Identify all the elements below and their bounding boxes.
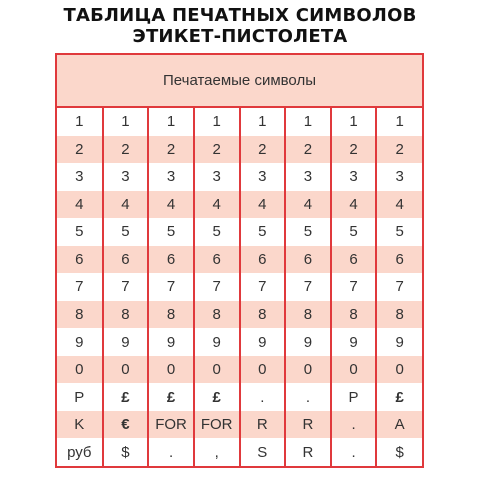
table-cell: 0 — [376, 356, 422, 384]
table-cell: 1 — [75, 113, 84, 131]
table-cell: 7 — [285, 273, 331, 301]
table-cell: 6 — [103, 246, 149, 274]
table-cell: руб — [67, 443, 92, 461]
table-cell: . — [331, 411, 377, 439]
table-row — [57, 218, 422, 246]
title-line-1: ТАБЛИЦА ПЕЧАТНЫХ СИМВОЛОВ — [63, 5, 417, 26]
table-cell: , — [194, 438, 240, 466]
table-cell: 2 — [240, 136, 286, 164]
table-cell: 8 — [240, 301, 286, 329]
table-cell: FOR — [194, 411, 240, 439]
table-header: Печатаемые символы — [57, 55, 422, 108]
table-cell: 9 — [75, 333, 84, 351]
table-cell: 8 — [103, 301, 149, 329]
table-row — [57, 301, 422, 329]
table-cell: K — [57, 411, 103, 439]
table-cell: 1 — [240, 108, 286, 136]
table-cell: 5 — [75, 223, 84, 241]
table-row — [57, 191, 422, 219]
table-cell: £ — [194, 383, 240, 411]
table-cell: 6 — [285, 246, 331, 274]
table-cell: . — [331, 438, 377, 466]
table-cell: 5 — [148, 218, 194, 246]
table-cell: 3 — [103, 163, 149, 191]
table-cell: P — [331, 383, 377, 411]
table-cell: 2 — [57, 136, 103, 164]
table-cell: 2 — [285, 136, 331, 164]
table-cell: £ — [148, 383, 194, 411]
table-cell: € — [103, 411, 149, 439]
table-cell: 5 — [376, 218, 422, 246]
table-cell: 8 — [57, 301, 103, 329]
table-cell: 3 — [376, 163, 422, 191]
table-cell: 7 — [240, 273, 286, 301]
table-cell: S — [240, 438, 286, 466]
table-cell: 3 — [75, 168, 84, 186]
table-cell: 5 — [285, 218, 331, 246]
table-cell: 0 — [148, 356, 194, 384]
table-cell: 6 — [194, 246, 240, 274]
table-cell: 8 — [285, 301, 331, 329]
table-row — [57, 438, 422, 466]
table-cell: 5 — [240, 218, 286, 246]
table-cell: 4 — [331, 191, 377, 219]
table-cell: 8 — [331, 301, 377, 329]
table-cell: 9 — [331, 328, 377, 356]
table-cell: 8 — [376, 301, 422, 329]
table-row — [57, 163, 422, 191]
table-cell: FOR — [148, 411, 194, 439]
table-cell: 9 — [240, 328, 286, 356]
table-cell: 3 — [285, 163, 331, 191]
table-cell: 2 — [331, 136, 377, 164]
table-cell: 7 — [376, 273, 422, 301]
symbols-grid-body — [57, 108, 422, 466]
table-cell: 0 — [103, 356, 149, 384]
table-cell: 1 — [285, 108, 331, 136]
table-row — [57, 328, 422, 356]
table-cell: 3 — [148, 163, 194, 191]
table-cell: 5 — [103, 218, 149, 246]
table-cell: 9 — [285, 328, 331, 356]
table-cell: 3 — [194, 163, 240, 191]
table-cell: 0 — [285, 356, 331, 384]
table-cell: 7 — [103, 273, 149, 301]
table-cell: P — [74, 388, 85, 406]
table-cell: . — [285, 383, 331, 411]
table-cell: £ — [376, 383, 422, 411]
table-cell: 7 — [75, 278, 84, 296]
table-cell: 6 — [376, 246, 422, 274]
table-cell: 8 — [194, 301, 240, 329]
table-cell: 0 — [57, 356, 103, 384]
table-cell: $ — [103, 438, 149, 466]
table-cell: R — [285, 411, 331, 439]
table-cell: 5 — [194, 218, 240, 246]
table-cell: 2 — [103, 136, 149, 164]
table-cell: 0 — [240, 356, 286, 384]
table-cell: 6 — [240, 246, 286, 274]
table-cell: 4 — [285, 191, 331, 219]
symbols-grid — [57, 108, 422, 466]
table-cell: 4 — [103, 191, 149, 219]
title-line-2: ЭТИКЕТ-ПИСТОЛЕТА — [132, 26, 348, 47]
table-cell: 0 — [331, 356, 377, 384]
table-cell: 6 — [57, 246, 103, 274]
table-cell: 4 — [194, 191, 240, 219]
table-cell: 5 — [331, 218, 377, 246]
table-cell: 8 — [148, 301, 194, 329]
table-cell: . — [148, 438, 194, 466]
table-cell: £ — [103, 383, 149, 411]
table-cell: R — [240, 411, 286, 439]
table-cell: $ — [376, 438, 422, 466]
table-cell: 1 — [376, 108, 422, 136]
table-cell: R — [285, 438, 331, 466]
table-cell: 9 — [376, 328, 422, 356]
table-cell: 7 — [194, 273, 240, 301]
table-cell: 2 — [194, 136, 240, 164]
table-row — [57, 108, 422, 136]
table-cell: 4 — [376, 191, 422, 219]
table-cell: 1 — [194, 108, 240, 136]
table-cell: 7 — [331, 273, 377, 301]
table-cell: 9 — [194, 328, 240, 356]
table-cell: 1 — [331, 108, 377, 136]
table-cell: 3 — [331, 163, 377, 191]
table-cell: 7 — [148, 273, 194, 301]
table-cell: 4 — [148, 191, 194, 219]
table-cell: 0 — [194, 356, 240, 384]
page-title — [0, 5, 480, 47]
table-row — [57, 411, 422, 439]
table-cell: 1 — [103, 108, 149, 136]
table-cell: A — [376, 411, 422, 439]
table-cell: 4 — [240, 191, 286, 219]
table-cell: 9 — [103, 328, 149, 356]
table-cell: 4 — [57, 191, 103, 219]
table-row — [57, 273, 422, 301]
table-row — [57, 246, 422, 274]
table-row — [57, 356, 422, 384]
table-cell: 1 — [148, 108, 194, 136]
table-cell: 6 — [148, 246, 194, 274]
table-cell: 9 — [148, 328, 194, 356]
table-row — [57, 383, 422, 411]
table-cell: 2 — [376, 136, 422, 164]
table-cell: . — [240, 383, 286, 411]
table-cell: 2 — [148, 136, 194, 164]
table-cell: 3 — [240, 163, 286, 191]
table-row — [57, 136, 422, 164]
symbols-table — [55, 53, 424, 468]
table-cell: 6 — [331, 246, 377, 274]
